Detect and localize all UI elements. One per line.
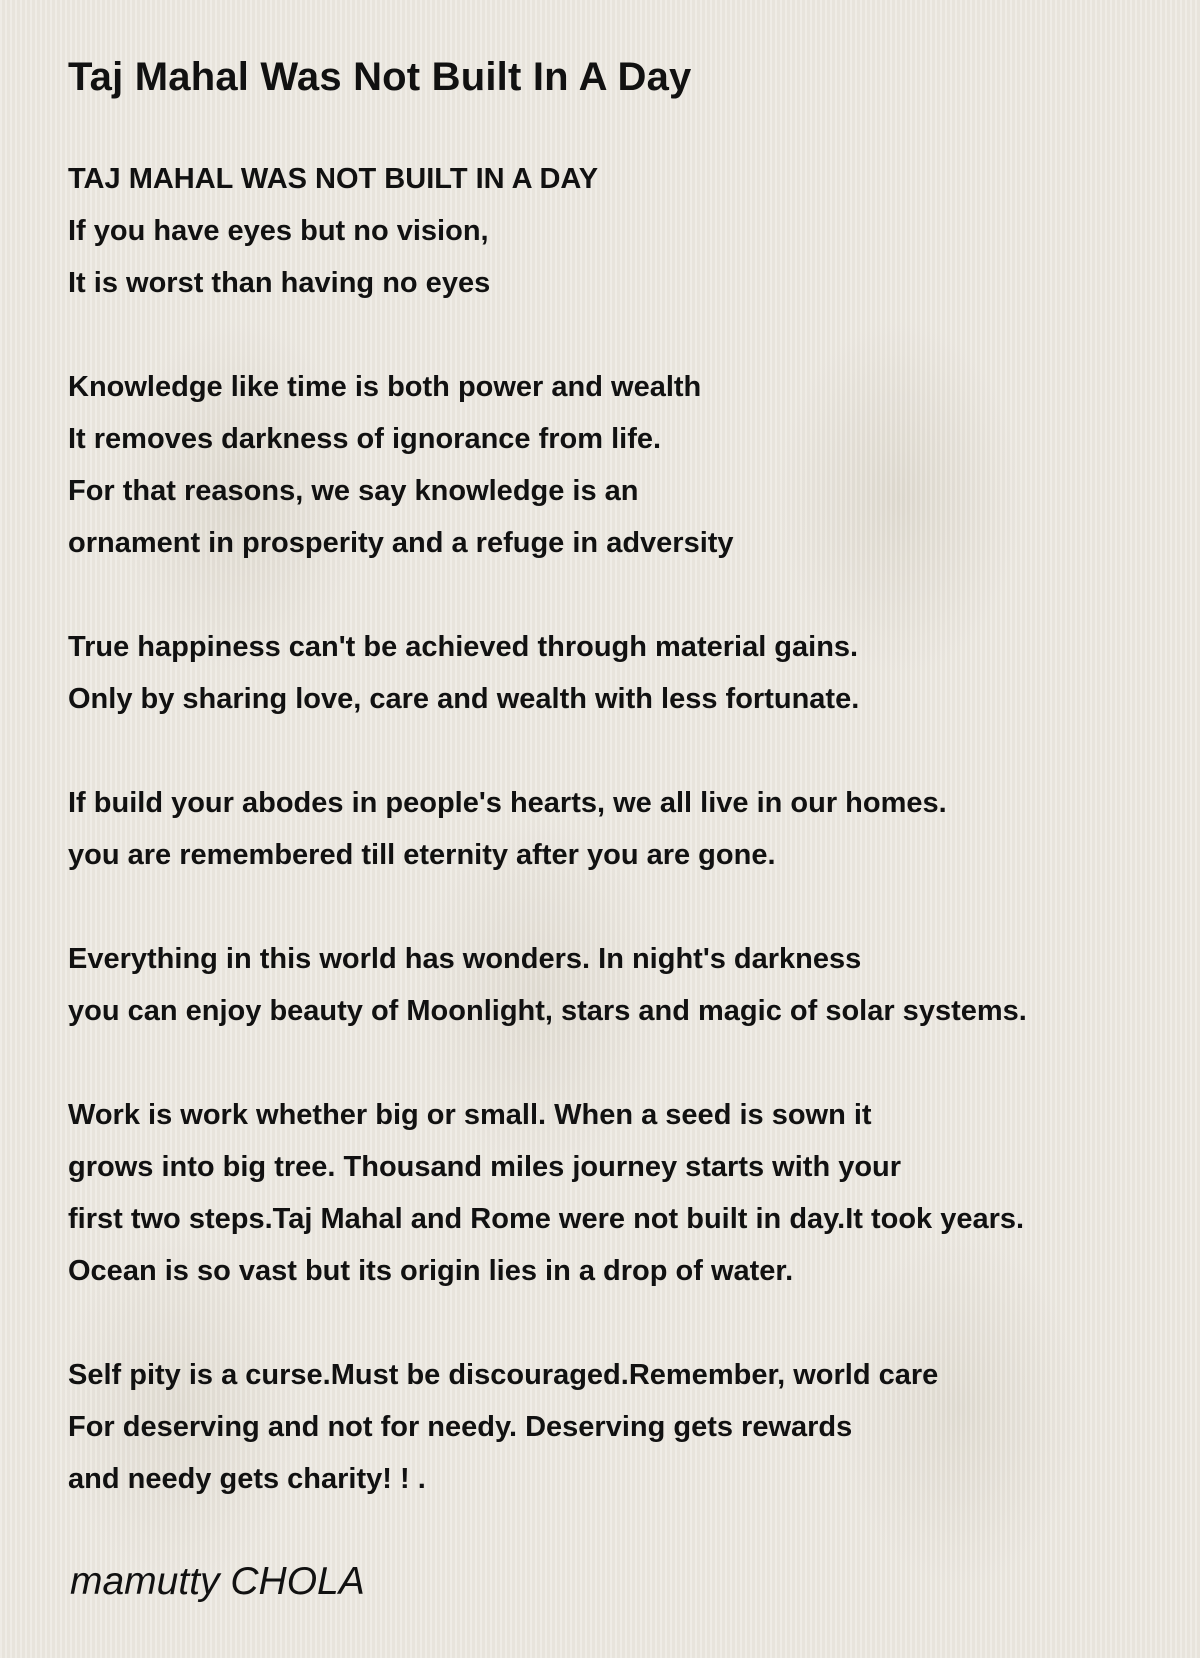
stanza-4 — [68, 777, 1178, 881]
poem-line: It removes darkness of ignorance from life. — [68, 423, 662, 455]
stanza-3 — [68, 621, 1178, 725]
poem-line: Work is work whether big or small. When a seed is sown it — [68, 1099, 872, 1131]
poem-line: If you have eyes but no vision, — [68, 215, 489, 247]
poem-body — [68, 153, 1178, 1505]
poem-line: TAJ MAHAL WAS NOT BUILT IN A DAY — [68, 163, 599, 195]
poem-line: you are remembered till eternity after you are gone. — [68, 839, 776, 871]
poem-line: Only by sharing love, care and wealth with less fortunate. — [68, 683, 860, 715]
poem-line: and needy gets charity! ! . — [68, 1463, 426, 1495]
poem-line: True happiness can't be achieved through material gains. — [68, 631, 859, 663]
poem-line: Everything in this world has wonders. In night's darkness — [68, 943, 862, 975]
poem-page — [68, 50, 1178, 1557]
poem-line: first two steps.Taj Mahal and Rome were not built in day.It took years. — [68, 1203, 1025, 1235]
stanza-2 — [68, 361, 1178, 569]
poem-line: Knowledge like time is both power and wealth — [68, 371, 702, 403]
poem-line: It is worst than having no eyes — [68, 267, 491, 299]
poem-line: you can enjoy beauty of Moonlight, stars and magic of solar systems. — [68, 995, 1027, 1027]
stanza-6 — [68, 1089, 1178, 1297]
poem-line: grows into big tree. Thousand miles journey starts with your — [68, 1151, 902, 1183]
poem-line: If build your abodes in people's hearts, we all live in our homes. — [68, 787, 947, 819]
poem-line: Ocean is so vast but its origin lies in a drop of water. — [68, 1255, 794, 1287]
author-name: mamutty CHOLA — [70, 1560, 365, 1603]
poem-line: For that reasons, we say knowledge is an — [68, 475, 639, 507]
stanza-5 — [68, 933, 1178, 1037]
stanza-7 — [68, 1349, 1178, 1505]
poem-line: For deserving and not for needy. Deserving gets rewards — [68, 1411, 853, 1443]
poem-line: Self pity is a curse.Must be discouraged.Remember, world care — [68, 1359, 939, 1391]
poem-line: ornament in prosperity and a refuge in adversity — [68, 527, 734, 559]
stanza-1 — [68, 153, 1178, 309]
page-title: Taj Mahal Was Not Built In A Day — [68, 55, 692, 99]
